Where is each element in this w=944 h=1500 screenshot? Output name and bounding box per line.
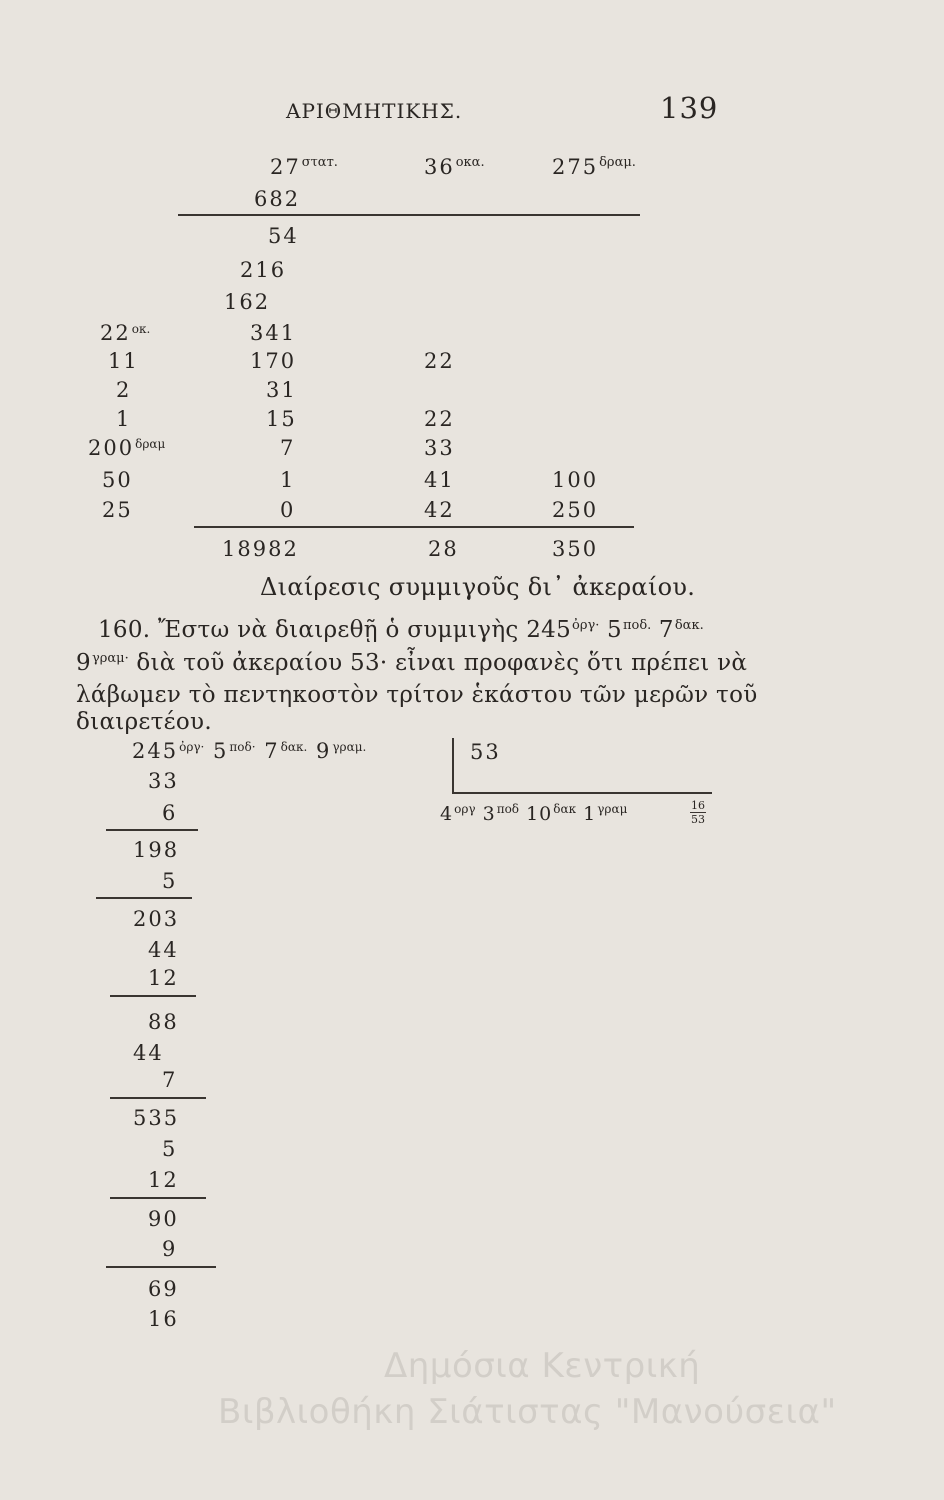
calc1-right-row: 100	[552, 468, 599, 492]
calc1-left-row: 11	[108, 349, 139, 373]
calc1-left-row: 25	[102, 498, 133, 522]
division-step-rule	[110, 995, 196, 997]
calc1-top-unit-3: $275^{\delta\rho\alpha\mu.}$	[552, 155, 636, 179]
division-step-rule	[110, 1097, 206, 1099]
calc1-total-2: 28	[428, 537, 459, 561]
division-step: 5	[162, 1137, 178, 1161]
division-step-rule	[106, 829, 198, 831]
division-step: 69	[148, 1277, 179, 1301]
paragraph-line-1: 160. Ἔστω νὰ διαιρεθῇ ὁ συμμιγὴς $245^{ὀ\rho\gamma\cdot}$ $5^{\pi o\delta.}$ $7^{\delta\alpha\kappa.}$	[98, 617, 704, 643]
calc1-main-row: 216	[240, 258, 287, 282]
division-step-rule	[110, 1197, 206, 1199]
calc1-left-row: $22^{o\kappa.}$	[100, 321, 151, 345]
paragraph-line-4: διαιρετέου.	[76, 709, 212, 735]
running-title: ΑΡΙΘΜΗΤΙΚΗΣ.	[286, 99, 463, 123]
calc1-total-1: 18982	[222, 537, 299, 561]
calc1-main-row: 15	[266, 407, 297, 431]
division-step: 12	[148, 1168, 179, 1192]
calc1-left-row: 2	[116, 378, 132, 402]
division-step: 198	[133, 838, 180, 862]
calc1-total-rule	[194, 526, 634, 528]
division-step: 9	[162, 1237, 178, 1261]
library-watermark-line-1: Δημόσια Κεντρική	[384, 1346, 701, 1386]
division-step: 90	[148, 1207, 179, 1231]
calc1-mid-row: 33	[424, 436, 455, 460]
division-step: 33	[148, 769, 179, 793]
paragraph-line-2: $9^{\gamma\rho\alpha\mu\cdot}$ διὰ τοῦ ἀκεραίου 53· εἶναι προφανὲς ὅτι πρέπει νὰ	[76, 650, 748, 676]
division-step: 44	[133, 1041, 164, 1065]
calc1-mid-row: 42	[424, 498, 455, 522]
dividend-row: $245^{ὀ\rho\gamma\cdot}$ $5^{\pi o\delta\cdot}$ $7^{\delta\alpha\kappa.}$ $9^{\gamma\rho\alpha\mu.}$	[132, 739, 367, 763]
division-step: 7	[162, 1068, 178, 1092]
division-step: 16	[148, 1307, 179, 1331]
section-title: Διαίρεσις συμμιγοῦς δι᾽ ἀκεραίου.	[260, 573, 696, 601]
division-step: 203	[133, 907, 180, 931]
division-step: 12	[148, 966, 179, 990]
division-bracket	[452, 738, 454, 794]
calc1-main-row: 162	[224, 290, 271, 314]
calc1-left-row: 1	[116, 407, 132, 431]
division-step: 88	[148, 1010, 179, 1034]
calc1-mid-row: 22	[424, 349, 455, 373]
division-step: 5	[162, 869, 178, 893]
calc1-mid-row: 22	[424, 407, 455, 431]
paragraph-line-3: λάβωμεν τὸ πεντηκοστὸν τρίτον ἑκάστου τῶν μερῶν τοῦ	[76, 682, 758, 708]
calc1-main-row: 1	[280, 468, 296, 492]
calc1-main-row: 54	[268, 224, 299, 248]
division-step: 535	[133, 1106, 180, 1130]
division-step: 6	[162, 801, 178, 825]
calc1-left-row: $200^{\delta\rho\alpha\mu}$	[88, 436, 166, 460]
calc1-top-unit-2: $36^{o\kappa\alpha.}$	[424, 155, 485, 179]
page-number: 139	[660, 91, 719, 125]
division-step-rule	[106, 1266, 216, 1268]
divisor: 53	[470, 740, 501, 764]
calc1-total-3: 350	[552, 537, 599, 561]
calc1-main-row: 170	[250, 349, 297, 373]
calc1-top-unit-1: $27^{\sigma\tau\alpha т.}$	[270, 155, 338, 179]
quotient-rule	[452, 792, 712, 794]
calc1-top-number: 682	[254, 187, 301, 211]
library-watermark-line-2: Βιβλιοθήκη Σιάτιστας "Μανούσεια"	[218, 1392, 837, 1432]
calc1-mid-row: 41	[424, 468, 455, 492]
calc1-top-rule	[178, 214, 640, 216]
division-step-rule	[96, 897, 192, 899]
calc1-main-row: 7	[280, 436, 296, 460]
calc1-main-row: 0	[280, 498, 296, 522]
quotient-fraction: 16 53	[691, 799, 705, 826]
division-step: 44	[148, 938, 179, 962]
calc1-right-row: 250	[552, 498, 599, 522]
calc1-left-row: 50	[102, 468, 133, 492]
calc1-main-row: 341	[250, 321, 297, 345]
quotient: $4^{o\rho\gamma}$ $3^{\pi o\delta}$ $10^{\delta\alpha\kappa}$ $1^{\gamma\rho\alpha\mu}$	[440, 802, 628, 825]
calc1-main-row: 31	[266, 378, 297, 402]
